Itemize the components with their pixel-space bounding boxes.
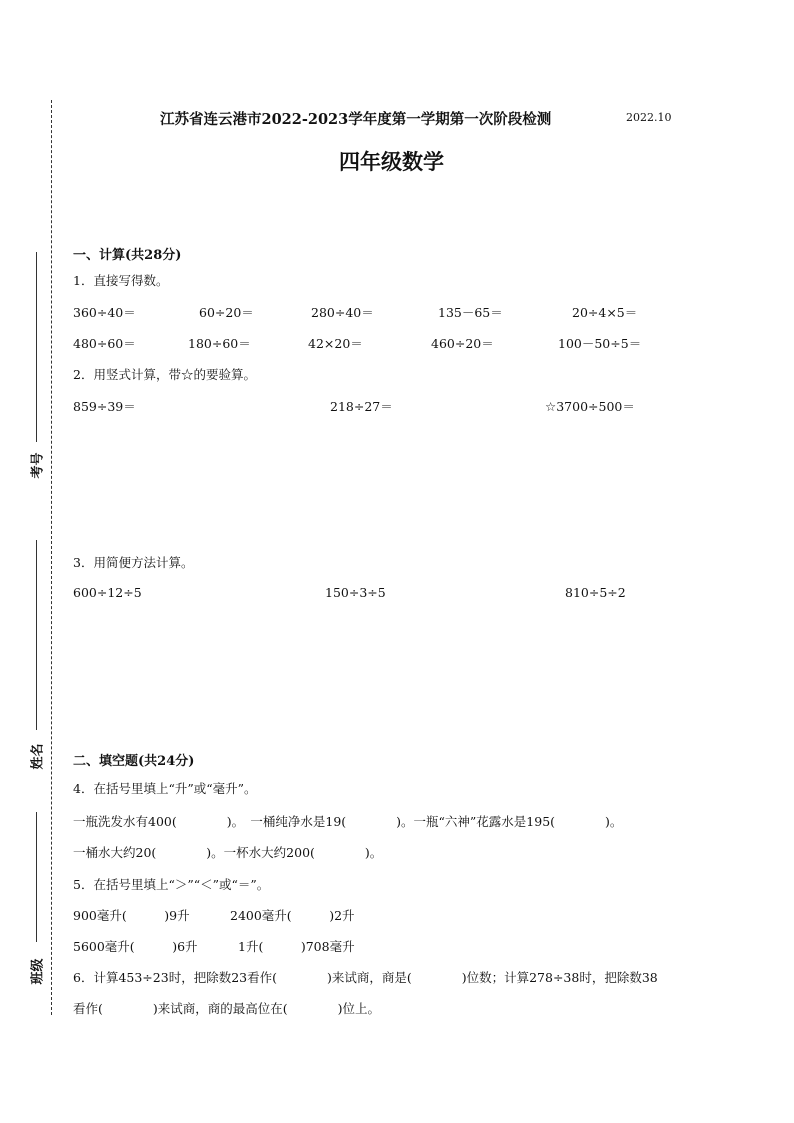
q3-expr: 600÷12÷5 xyxy=(73,585,142,600)
binding-dashed-line xyxy=(51,100,52,1015)
q5-item: 1升( )708毫升 xyxy=(238,939,355,954)
q4-line1: 一瓶洗发水有400( )。 一桶纯净水是19( )。一瓶“六神”花露水是195( )。 xyxy=(73,814,623,829)
q2-expr: 218÷27＝ xyxy=(330,399,393,414)
q1-expr: 135－65＝ xyxy=(438,305,503,320)
q1-expr: 480÷60＝ xyxy=(73,336,136,351)
q6-line2: 看作( )来试商，商的最高位在( )位上。 xyxy=(73,1001,381,1016)
section1-heading: 一、计算(共28分) xyxy=(73,248,182,263)
subject-title: 四年级数学 xyxy=(339,149,444,174)
q1-expr: 180÷60＝ xyxy=(188,336,251,351)
q2-expr: ☆3700÷500＝ xyxy=(545,399,635,414)
q1-expr: 280÷40＝ xyxy=(311,305,374,320)
q5-item: 2400毫升( )2升 xyxy=(230,908,355,923)
exam-date: 2022.10 xyxy=(626,111,672,124)
q3-expr: 810÷5÷2 xyxy=(565,585,626,600)
name-label: 姓名 xyxy=(30,743,46,770)
exam-no-label: 考号 xyxy=(30,452,46,479)
class-label: 班级 xyxy=(30,958,46,985)
q2-prompt: 2．用竖式计算，带☆的要验算。 xyxy=(73,367,256,382)
exam-no-line xyxy=(36,252,37,442)
section2-heading: 二、填空题(共24分) xyxy=(73,754,195,769)
q1-expr: 60÷20＝ xyxy=(199,305,254,320)
q3-prompt: 3．用简便方法计算。 xyxy=(73,555,194,570)
q1-expr: 100－50÷5＝ xyxy=(558,336,642,351)
q4-prompt: 4．在括号里填上“升”或“毫升”。 xyxy=(73,781,257,796)
q1-expr: 360÷40＝ xyxy=(73,305,136,320)
q5-item: 5600毫升( )6升 xyxy=(73,939,198,954)
q2-expr: 859÷39＝ xyxy=(73,399,136,414)
q1-expr: 42×20＝ xyxy=(308,336,363,351)
exam-title: 江苏省连云港市2022-2023学年度第一学期第一次阶段检测 xyxy=(160,111,552,128)
q4-line2: 一桶水大约20( )。一杯水大约200( )。 xyxy=(73,845,383,860)
q1-prompt: 1．直接写得数。 xyxy=(73,273,169,288)
name-line xyxy=(36,540,37,730)
q6-line1: 6．计算453÷23时，把除数23看作( )来试商，商是( )位数；计算278÷38时，把除数38 xyxy=(73,970,658,985)
q1-expr: 460÷20＝ xyxy=(431,336,494,351)
q5-item: 900毫升( )9升 xyxy=(73,908,190,923)
q3-expr: 150÷3÷5 xyxy=(325,585,386,600)
q5-prompt: 5．在括号里填上“＞”“＜”或“＝”。 xyxy=(73,877,270,892)
class-line xyxy=(36,812,37,942)
q1-expr: 20÷4×5＝ xyxy=(572,305,638,320)
